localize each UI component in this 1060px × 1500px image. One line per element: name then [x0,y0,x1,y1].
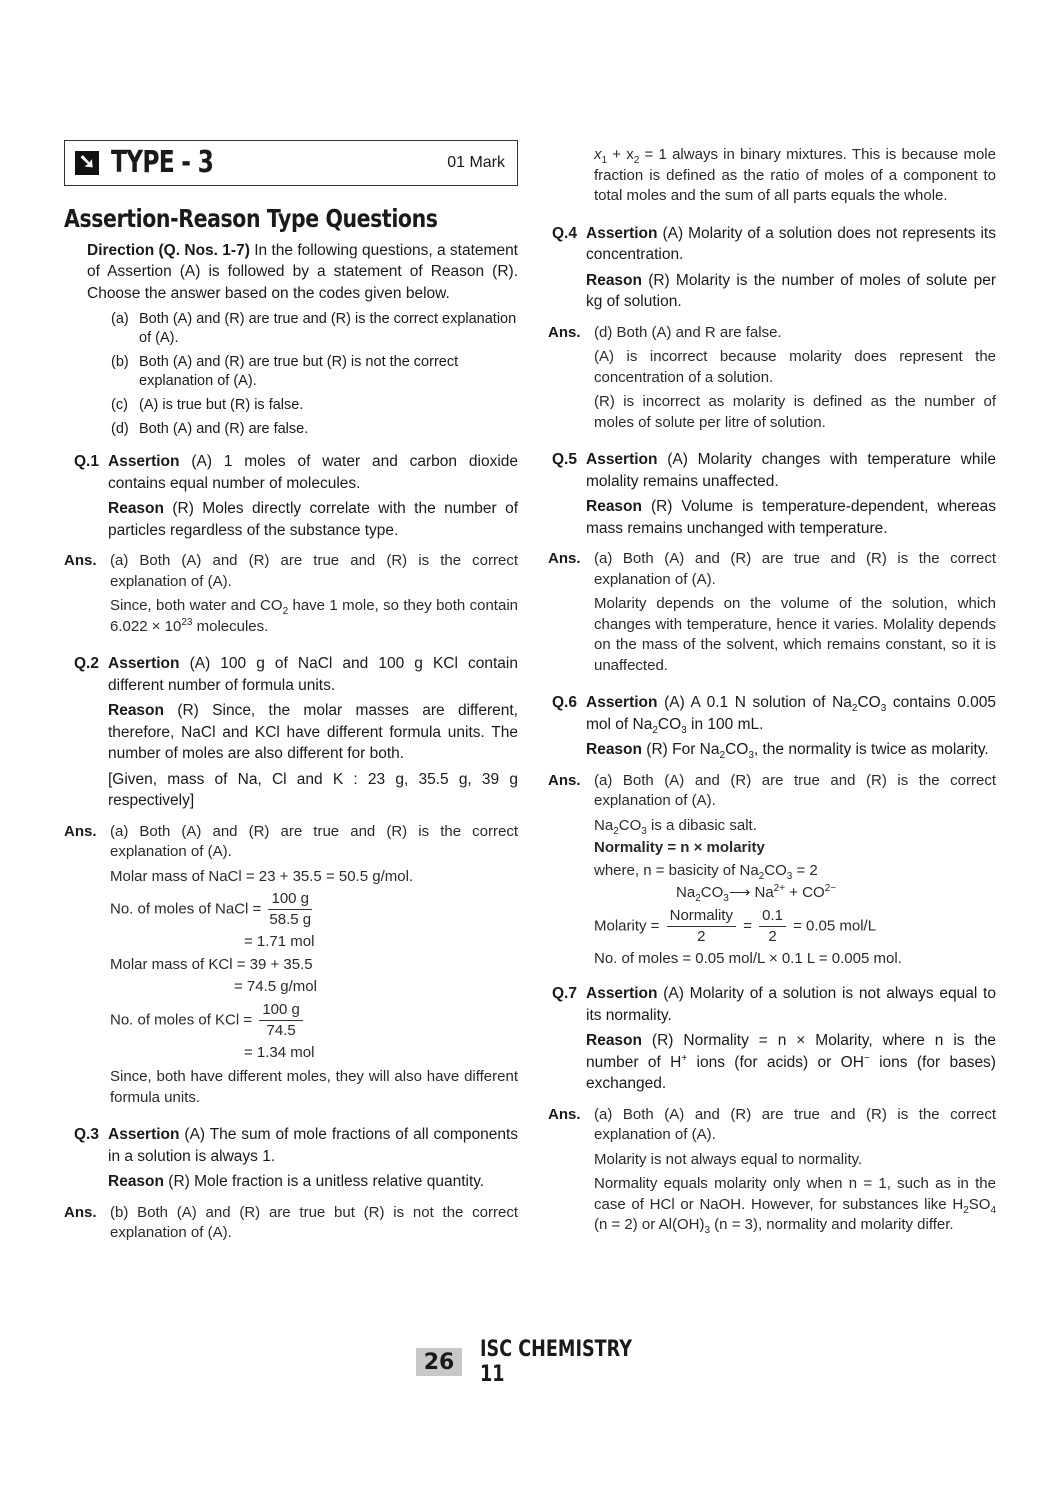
marks-label: 01 Mark [447,154,505,172]
page-footer [416,1337,700,1387]
question-7: Q.7 Assertion (A) Molarity of a solution is not always equal to its normality. Reason (R) Normality = n × Molarity, where n is the number of H+ ions (for acids) or OH− ions (for bases) exchanged. [552,985,996,1092]
answer-4: Ans. (d) Both (A) and R are false. (A) is incorrect because molarity does represent the concentration of a solution. (R) is incorrect as molarity is defined as the number of moles of solute per litre of solution. [548,323,996,431]
dissociation-reaction: $Na_2CO_3⟶$ $Na^{2+} + CO^{2-}$ [676,883,837,904]
option-b: (b) Both (A) and (R) are true but (R) is not the correct explanation of (A). [111,354,459,389]
right-column [548,145,996,1240]
answer-3-continued: $x_1 + x_2 = 1$ always in binary mixtures. This is because mole fraction is defined as the ratio of moles of a component to total moles and the sum of all parts equals the whole. [594,146,996,204]
direction-label: Direction (Q. Nos. 1-7) [87,241,250,259]
fraction-nacl: $\frac{100 g}{58.5 g}$ [269,890,312,928]
answer-3: Ans. (b) Both (A) and (R) are true but (R) is not the correct explanation of (A). [64,1203,518,1241]
option-a: (a) Both (A) and (R) are true and (R) is the correct explanation of (A). [111,311,517,346]
option-c: (c) (A) is true but (R) is false. [111,397,304,413]
question-4: Q.4 Assertion (A) Molarity of a solution does not represents its concentration. Reason (R) Molarity is the number of moles of solute per kg of solution. [552,224,996,310]
direction-text [87,240,518,305]
answer-1: Ans. (a) Both (A) and (R) are true and (R) is the correct explanation of (A). Since, both water and $CO_2$ have 1 mole, so they both contain $6.022 \times 10^{23}$ molecules. [64,552,518,635]
answer-6: Ans. (a) Both (A) and (R) are true and (R) is the correct explanation of (A). $Na_2CO_3$ is a dibasic salt. Normality = n × molarity where, n = basicity of $Na_2CO_3 = 2$ $Na_2CO_3⟶$ $Na^{2+} + CO^{2-}$ Molarity = $\frac{\text{Normality}}{2}$ = $\frac{0.1}{2}$ = 0.05 mol/L No. of moles = 0.05 mol/L × 0.1 L = 0.005 mol. [548,771,996,967]
direction-body: In the following questions, a statement of Assertion (A) is followed by a statement of Reason (R). Choose the answer based on the codes given below. [87,241,518,302]
section-title: Assertion-Reason Type Questions [64,204,438,233]
fraction-value: $\frac{0.1}{2}$ [759,906,786,947]
type-header-box [64,140,518,186]
question-1: Q.1 Assertion (A) 1 moles of water and carbon dioxide contains equal number of molecules. Reason (R) Moles directly correlate with the number of particles regardless of the substance type. [74,453,518,539]
arrow-down-right-icon: ➘ [75,151,99,175]
page-number: 26 [416,1348,462,1376]
question-6: Q.6 Assertion (A) A 0.1 N solution of $Na_2CO_3$ contains 0.005 mol of $Na_2CO_3$ in 100 mL. Reason (R) For $Na_2CO_3$, the normality is twice as molarity. [552,694,997,762]
answer-7: Ans. (a) Both (A) and (R) are true and (R) is the correct explanation of (A). Molarity is not always equal to normality. Normality equals molarity only when n = 1, such as in the case of HCl or NaOH. However, for substances like $H_2SO_4$ (n = 2) or $Al(OH)_3$ (n = 3), normality and molarity differ. [548,1105,996,1236]
type-title: TYPE - 3 [111,145,214,181]
book-title: ISC CHEMISTRY 11 [480,1337,633,1387]
answer-2: Ans. (a) Both (A) and (R) are true and (R) is the correct explanation of (A). Molar mass of NaCl = 23 + 35.5 = 50.5 g/mol. No. of moles of NaCl = $\frac{100 g}{58.5 g}$ = 1.71 mol Molar mass of KCl = 39 + 35.5 = 74.5 g/mol No. of moles of KCl = $\frac{100 g}{74.5}$ = 1.34 mol Since, both have different moles, they will also have different formula units. [64,822,518,1106]
fraction-normality: $\frac{\text{Normality}}{2}$ [667,906,736,947]
left-column [64,140,518,1248]
question-5: Q.5 Assertion (A) Molarity changes with temperature while molality remains unaffected. Reason (R) Volume is temperature-dependent, whereas mass remains unchanged with temperature. [552,451,996,537]
question-2: Q.2 Assertion (A) 100 g of NaCl and 100 g KCl contain different number of formula units. Reason (R) Since, the molar masses are different, therefore, NaCl and KCl have different formula units. The number of moles are also different for both. [Given, mass of Na, Cl and K : 23 g, 35.5 g, 39 g respectively] [74,655,518,809]
fraction-kcl: $\frac{100 g}{74.5}$ [259,1000,303,1041]
options-list [111,310,518,439]
question-3: Q.3 Assertion (A) The sum of mole fractions of all components in a solution is always 1. Reason (R) Mole fraction is a unitless relative quantity. [74,1126,518,1190]
option-d: (d) Both (A) and (R) are false. [111,421,309,437]
answer-5: Ans. (a) Both (A) and (R) are true and (R) is the correct explanation of (A). Molarity depends on the volume of the solution, which changes with temperature, hence it varies. Molality depends on the mass of the solvent, which remains constant, so it is unaffected. [548,550,996,674]
